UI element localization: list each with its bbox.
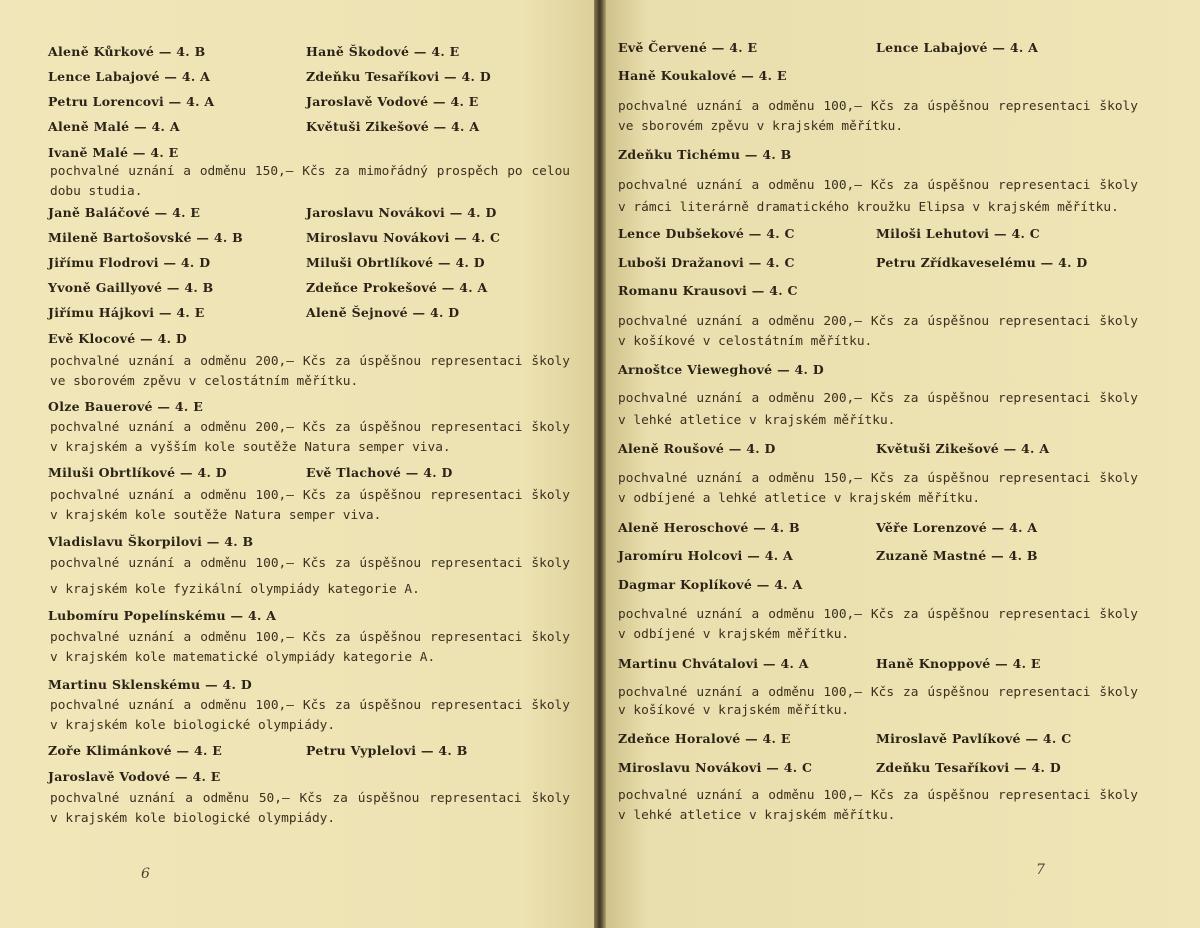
award-text-word: representaci: [430, 488, 523, 503]
recipient-name: Petru Lorencovi — 4. A: [48, 94, 215, 109]
award-text-word: školy: [531, 354, 570, 369]
recipient-name: Miroslavě Pavlíkové — 4. C: [876, 731, 1072, 746]
award-text-word: representaci: [998, 788, 1091, 803]
award-text-word: úspěšnou: [359, 420, 422, 435]
recipient-name: Zdeňce Horalové — 4. E: [618, 731, 791, 746]
award-text-word: úspěšnou: [359, 630, 422, 645]
award-text-line: v košíkové v celostátním měřítku.: [618, 334, 873, 349]
award-text-word: úspěšnou: [359, 488, 422, 503]
recipient-name: Jaroslavě Vodové — 4. E: [48, 769, 221, 784]
award-text-word: školy: [531, 556, 570, 571]
award-text-word: representaci: [429, 791, 522, 806]
award-text-word: pochvalné: [50, 698, 120, 713]
recipient-name: Vladislavu Škorpilovi — 4. B: [48, 534, 254, 549]
award-text-word: representaci: [998, 685, 1091, 700]
award-text-word: a: [183, 488, 192, 503]
award-text-word: uznání: [128, 556, 175, 571]
award-text-word: a: [183, 698, 192, 713]
right-page: [606, 0, 1200, 928]
award-text-line: [618, 391, 1138, 406]
award-text-word: uznání: [128, 354, 175, 369]
award-text-word: za: [903, 178, 919, 193]
recipient-name: Miroslavu Novákovi — 4. C: [306, 230, 501, 245]
recipient-name: Lence Labajové — 4. A: [48, 69, 211, 84]
recipient-name: Jaroslavu Novákovi — 4. D: [306, 205, 497, 220]
recipient-name: Jaroslavě Vodové — 4. E: [306, 94, 479, 109]
recipient-name: Miluši Obrtlíkové — 4. D: [48, 465, 227, 480]
award-text-line: [618, 471, 1138, 486]
award-text-word: odměnu: [202, 791, 250, 806]
award-text-word: uznání: [696, 788, 743, 803]
recipient-name: Yvoně Gaillyové — 4. B: [48, 280, 214, 295]
award-text-word: 150,—: [823, 471, 862, 486]
award-text-line: [50, 630, 570, 645]
award-text-word: representaci: [998, 607, 1091, 622]
award-text-line: v krajském kole soutěže Natura semper viva.: [50, 508, 382, 523]
award-text-word: odměnu: [768, 391, 815, 406]
award-text-word: representaci: [430, 556, 523, 571]
award-text-word: za: [332, 791, 348, 806]
recipient-name: Aleně Malé — 4. A: [48, 119, 180, 134]
award-text-word: uznání: [696, 607, 743, 622]
award-text-line: [50, 354, 570, 369]
award-text-word: representaci: [998, 178, 1091, 193]
award-text-word: školy: [531, 791, 570, 806]
award-text-word: uznání: [129, 791, 176, 806]
award-text-word: odměnu: [768, 314, 815, 329]
award-text-word: 200,—: [823, 391, 862, 406]
recipient-name: Jaromíru Holcovi — 4. A: [618, 548, 793, 563]
recipient-name: Haně Koukalové — 4. E: [618, 68, 787, 83]
award-text-line: [618, 314, 1138, 329]
recipient-name: Martinu Sklenskému — 4. D: [48, 677, 252, 692]
award-text-line: [50, 488, 570, 503]
book-gutter: [594, 0, 606, 928]
award-text-word: odměnu: [768, 178, 815, 193]
award-text-line: [618, 788, 1138, 803]
recipient-name: Olze Bauerové — 4. E: [48, 399, 204, 414]
award-text-line: v odbíjené a lehké atletice v krajském měřítku.: [618, 491, 981, 506]
award-text-word: a: [183, 164, 191, 179]
award-text-word: pochvalné: [50, 488, 120, 503]
recipient-name: Jiřímu Flodrovi — 4. D: [48, 255, 211, 270]
award-text-word: 100,—: [255, 698, 294, 713]
award-text-line: v lehké atletice v krajském měřítku.: [618, 413, 896, 428]
award-text-line: v košíkové v krajském měřítku.: [618, 703, 850, 718]
award-text-word: uznání: [696, 391, 743, 406]
award-text-word: pochvalné: [618, 788, 688, 803]
recipient-name: Aleně Kůrkové — 4. B: [48, 44, 206, 59]
award-text-word: za: [903, 607, 919, 622]
recipient-name: Evě Červené — 4. E: [618, 40, 758, 55]
award-text-word: úspěšnou: [927, 471, 990, 486]
award-text-word: a: [751, 685, 760, 700]
award-text-word: úspěšnou: [927, 788, 990, 803]
award-text-word: úspěšnou: [927, 314, 990, 329]
award-text-word: uznání: [696, 314, 743, 329]
award-text-word: Kčs: [870, 314, 895, 329]
award-text-word: školy: [531, 420, 570, 435]
award-text-word: školy: [1099, 471, 1138, 486]
award-text-word: pochvalné: [618, 685, 688, 700]
award-text-word: za: [335, 488, 351, 503]
award-text-word: školy: [531, 698, 570, 713]
award-text-word: Kčs: [870, 178, 895, 193]
award-text-word: odměnu: [200, 420, 247, 435]
award-text-line: v krajském kole matematické olympiády kategorie A.: [50, 650, 436, 665]
award-text-word: pochvalné: [618, 99, 688, 114]
award-text-word: odměnu: [768, 471, 815, 486]
award-text-word: uznání: [128, 420, 175, 435]
award-text-word: úspěšnou: [357, 791, 420, 806]
award-text-word: uznání: [128, 164, 175, 179]
recipient-name: Haně Škodové — 4. E: [306, 44, 460, 59]
award-text-word: 100,—: [255, 556, 294, 571]
recipient-name: Věře Lorenzové — 4. A: [876, 520, 1038, 535]
award-text-word: representaci: [998, 471, 1091, 486]
recipient-name: Mileně Bartošovské — 4. B: [48, 230, 243, 245]
award-text-word: školy: [1099, 788, 1138, 803]
award-text-word: úspěšnou: [927, 685, 990, 700]
award-text-word: uznání: [696, 99, 743, 114]
award-text-line: ve sborovém zpěvu v krajském měřítku.: [618, 119, 904, 134]
award-text-word: pochvalné: [618, 607, 688, 622]
award-text-word: školy: [1099, 178, 1138, 193]
award-text-word: Kčs: [302, 698, 327, 713]
award-text-word: odměnu: [200, 630, 247, 645]
award-text-line: v odbíjené v krajském měřítku.: [618, 627, 850, 642]
left-page: [0, 0, 594, 928]
award-text-word: za: [903, 99, 919, 114]
recipient-name: Lence Labajové — 4. A: [876, 40, 1039, 55]
award-text-word: 100,—: [823, 685, 862, 700]
award-text-word: 200,—: [255, 354, 294, 369]
award-text-word: odměnu: [768, 99, 815, 114]
award-text-line: v rámci literárně dramatického kroužku Elipsa v krajském měřítku.: [618, 200, 1119, 215]
award-text-word: úspěšnou: [927, 178, 990, 193]
award-text-word: za: [335, 698, 351, 713]
award-text-word: pochvalné: [50, 556, 120, 571]
award-text-word: a: [183, 420, 192, 435]
award-text-word: školy: [1099, 314, 1138, 329]
recipient-name: Lence Dubšekové — 4. C: [618, 226, 795, 241]
award-text-line: dobu studia.: [50, 184, 143, 199]
award-text-line: [618, 99, 1138, 114]
award-text-word: representaci: [430, 354, 523, 369]
award-text-word: 100,—: [255, 630, 294, 645]
recipient-name: Martinu Chvátalovi — 4. A: [618, 656, 809, 671]
recipient-name: Arnoštce Vieweghové — 4. D: [618, 362, 824, 377]
award-text-word: po: [507, 164, 523, 179]
award-text-line: [618, 178, 1138, 193]
award-text-line: [50, 164, 570, 179]
award-text-word: 150,—: [254, 164, 294, 179]
award-text-word: odměnu: [199, 164, 247, 179]
recipient-name: Haně Knoppové — 4. E: [876, 656, 1041, 671]
award-text-word: školy: [1099, 685, 1138, 700]
award-text-line: [50, 791, 570, 806]
award-text-word: za: [903, 685, 919, 700]
recipient-name: Evě Tlachové — 4. D: [306, 465, 453, 480]
award-text-word: školy: [1099, 607, 1138, 622]
award-text-word: odměnu: [200, 354, 247, 369]
award-text-word: pochvalné: [618, 391, 688, 406]
recipient-name: Lubomíru Popelínskému — 4. A: [48, 608, 277, 623]
award-text-word: celou: [531, 164, 570, 179]
award-text-word: a: [751, 607, 760, 622]
award-text-line: [50, 420, 570, 435]
recipient-name: Romanu Krausovi — 4. C: [618, 283, 798, 298]
recipient-name: Miloši Lehutovi — 4. C: [876, 226, 1041, 241]
award-text-word: pochvalné: [618, 314, 688, 329]
award-text-word: pochvalné: [618, 178, 688, 193]
award-text-word: za: [335, 556, 351, 571]
award-text-word: uznání: [128, 630, 175, 645]
award-text-word: mimořádný: [358, 164, 428, 179]
award-text-word: pochvalné: [50, 630, 120, 645]
recipient-name: Evě Klocové — 4. D: [48, 331, 188, 346]
award-text-word: Kčs: [302, 488, 327, 503]
award-text-word: uznání: [696, 471, 743, 486]
award-text-line: [50, 556, 570, 571]
award-text-word: a: [751, 314, 760, 329]
award-text-word: odměnu: [768, 607, 815, 622]
award-text-word: za: [903, 391, 919, 406]
recipient-name: Květuši Zikešové — 4. A: [876, 441, 1050, 456]
award-text-word: úspěšnou: [927, 99, 990, 114]
recipient-name: Dagmar Koplíkové — 4. A: [618, 577, 803, 592]
award-text-word: 100,—: [823, 178, 862, 193]
recipient-name: Janě Baláčové — 4. E: [48, 205, 201, 220]
award-text-word: a: [185, 791, 193, 806]
award-text-word: uznání: [696, 685, 743, 700]
award-text-word: pochvalné: [50, 791, 120, 806]
recipient-name: Luboši Dražanovi — 4. C: [618, 255, 795, 270]
award-text-word: representaci: [998, 314, 1091, 329]
award-text-word: representaci: [998, 99, 1091, 114]
award-text-word: Kčs: [870, 99, 895, 114]
award-text-word: úspěšnou: [927, 607, 990, 622]
page-number-right: 7: [1036, 862, 1045, 878]
award-text-word: 100,—: [823, 99, 862, 114]
award-text-word: Kčs: [302, 420, 327, 435]
award-text-word: za: [903, 788, 919, 803]
award-text-word: odměnu: [200, 488, 247, 503]
award-text-word: 100,—: [823, 607, 862, 622]
recipient-name: Aleně Heroschové — 4. B: [618, 520, 800, 535]
recipient-name: Zdeňku Tichému — 4. B: [618, 147, 792, 162]
award-text-word: školy: [531, 488, 570, 503]
award-text-word: za: [903, 314, 919, 329]
award-text-word: Kčs: [870, 685, 895, 700]
award-text-line: v krajském kole biologické olympiády.: [50, 718, 336, 733]
award-text-word: representaci: [998, 391, 1091, 406]
recipient-name: Petru Vyplelovi — 4. B: [306, 743, 468, 758]
award-text-word: za: [335, 420, 351, 435]
award-text-word: školy: [1099, 391, 1138, 406]
award-text-word: Kčs: [870, 391, 895, 406]
award-text-word: Kčs: [302, 556, 327, 571]
award-text-word: Kčs: [870, 788, 895, 803]
award-text-word: a: [751, 99, 760, 114]
award-text-word: odměnu: [200, 698, 247, 713]
award-text-word: Kčs: [302, 630, 327, 645]
award-text-word: a: [751, 391, 760, 406]
recipient-name: Zdeňce Prokešové — 4. A: [306, 280, 488, 295]
recipient-name: Miluši Obrtlíkové — 4. D: [306, 255, 485, 270]
award-text-word: za: [334, 164, 350, 179]
award-text-line: ve sborovém zpěvu v celostátním měřítku.: [50, 374, 359, 389]
recipient-name: Miroslavu Novákovi — 4. C: [618, 760, 813, 775]
recipient-name: Petru Zřídkaveselému — 4. D: [876, 255, 1088, 270]
award-text-word: uznání: [128, 698, 175, 713]
award-text-word: za: [903, 471, 919, 486]
award-text-line: [50, 698, 570, 713]
recipient-name: Jiřímu Hájkovi — 4. E: [48, 305, 205, 320]
award-text-word: úspěšnou: [359, 354, 422, 369]
award-text-word: odměnu: [200, 556, 247, 571]
award-text-word: školy: [1099, 99, 1138, 114]
award-text-word: 100,—: [255, 488, 294, 503]
award-text-line: v lehké atletice v krajském měřítku.: [618, 808, 896, 823]
award-text-word: za: [335, 354, 351, 369]
award-text-word: pochvalné: [50, 354, 120, 369]
award-text-word: Kčs: [299, 791, 323, 806]
award-text-word: odměnu: [768, 685, 815, 700]
award-text-word: úspěšnou: [927, 391, 990, 406]
award-text-word: pochvalné: [50, 164, 120, 179]
award-text-word: pochvalné: [50, 420, 120, 435]
award-text-word: Kčs: [870, 607, 895, 622]
recipient-name: Zuzaně Mastné — 4. B: [876, 548, 1038, 563]
recipient-name: Květuši Zikešové — 4. A: [306, 119, 480, 134]
award-text-word: a: [751, 178, 760, 193]
award-text-word: a: [183, 630, 192, 645]
award-text-word: Kčs: [302, 164, 326, 179]
award-text-word: uznání: [696, 178, 743, 193]
award-text-word: representaci: [430, 420, 523, 435]
award-text-word: 50,—: [258, 791, 290, 806]
award-text-word: za: [335, 630, 351, 645]
award-text-word: a: [183, 354, 192, 369]
award-text-word: uznání: [128, 488, 175, 503]
award-text-word: a: [183, 556, 192, 571]
award-text-word: úspěšnou: [359, 698, 422, 713]
recipient-name: Aleně Šejnové — 4. D: [306, 305, 460, 320]
award-text-line: [618, 685, 1138, 700]
award-text-word: školy: [531, 630, 570, 645]
award-text-word: representaci: [430, 698, 523, 713]
award-text-word: Kčs: [870, 471, 895, 486]
page-number-left: 6: [141, 866, 150, 882]
award-text-word: 200,—: [823, 314, 862, 329]
award-text-word: a: [751, 788, 760, 803]
award-text-word: 200,—: [255, 420, 294, 435]
recipient-name: Zoře Klimánkové — 4. E: [48, 743, 223, 758]
award-text-word: odměnu: [768, 788, 815, 803]
award-text-word: a: [751, 471, 760, 486]
award-text-line: [618, 607, 1138, 622]
award-text-line: v krajském a vyšším kole soutěže Natura semper viva.: [50, 440, 451, 455]
recipient-name: Ivaně Malé — 4. E: [48, 145, 179, 160]
award-text-word: pochvalné: [618, 471, 688, 486]
award-text-word: prospěch: [436, 164, 499, 179]
recipient-name: Zdeňku Tesaříkovi — 4. D: [876, 760, 1061, 775]
award-text-line: v krajském kole fyzikální olympiády kategorie A.: [50, 582, 420, 597]
recipient-name: Aleně Roušové — 4. D: [618, 441, 776, 456]
award-text-word: úspěšnou: [359, 556, 422, 571]
recipient-name: Zdeňku Tesaříkovi — 4. D: [306, 69, 491, 84]
award-text-line: v krajském kole biologické olympiády.: [50, 811, 336, 826]
award-text-word: Kčs: [302, 354, 327, 369]
award-text-word: representaci: [430, 630, 523, 645]
award-text-word: 100,—: [823, 788, 862, 803]
